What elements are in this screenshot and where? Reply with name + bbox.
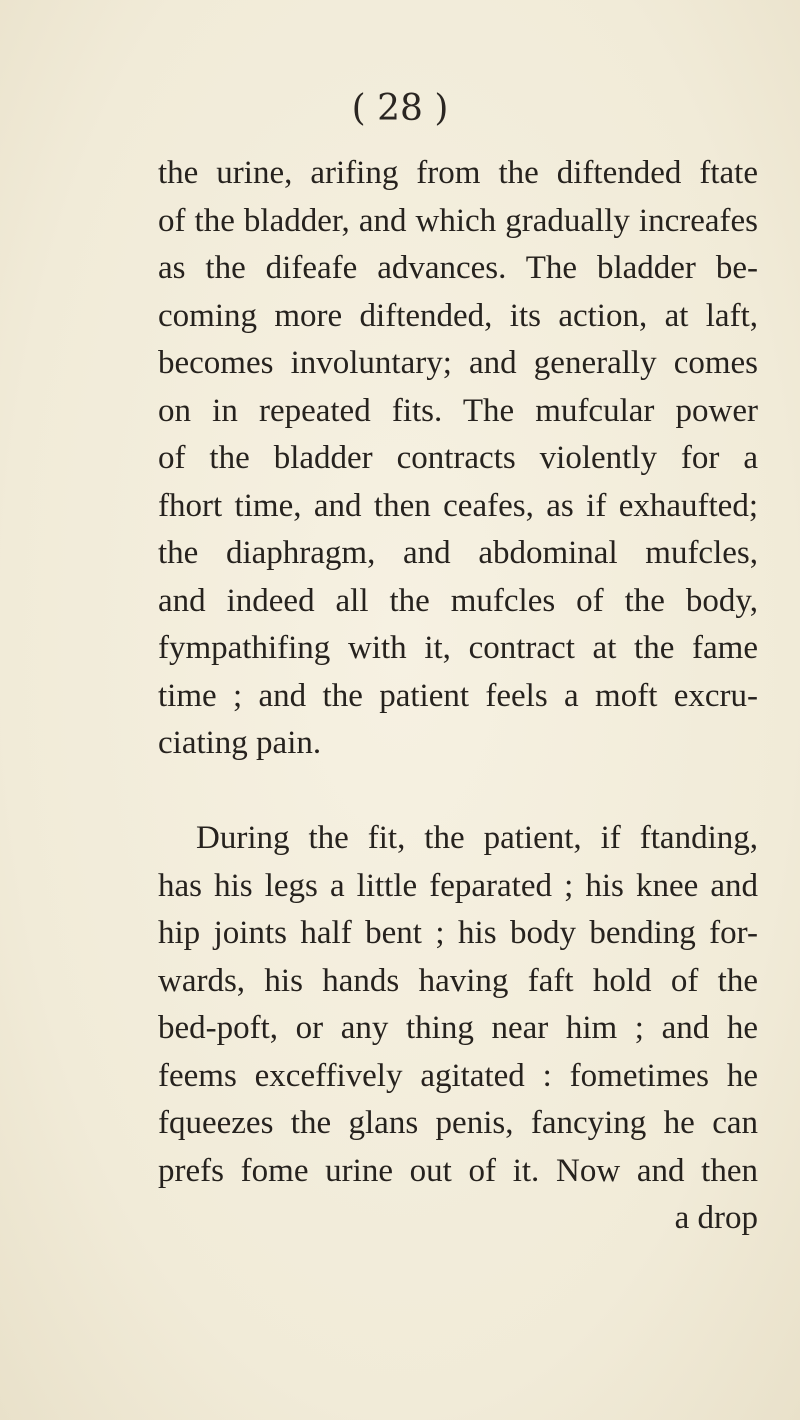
text-line: fqueezes the glans penis, fancying he can (158, 1105, 758, 1141)
text-line: fympathifing with it, contract at the fame (158, 630, 758, 666)
text-line: feems exceffively agitated : fometimes he (158, 1057, 758, 1094)
text-line: as the difeafe advances. The bladder be- (158, 250, 758, 286)
text-line: prefs fome urine out of it. Now and then (158, 1152, 758, 1189)
paragraph-1 (158, 150, 758, 768)
text-line: of the bladder contracts violently for a (158, 440, 758, 476)
text-line: During the fit, the patient, if ftanding, (196, 820, 758, 856)
text-line: hip joints half bent ; his body bending for- (158, 915, 758, 951)
text-line: becomes involuntary; and generally comes (158, 345, 758, 381)
page-number: ( 28 ) (351, 88, 449, 129)
text-line: ciating pain. (158, 725, 322, 761)
catchword: a drop (674, 1200, 758, 1236)
text-line: of the bladder, and which gradually increafes (158, 202, 758, 239)
text-line: the urine, arifing from the diftended ftate (158, 155, 758, 191)
paragraph-2 (158, 815, 758, 1195)
text-line: coming more diftended, its action, at laft, (158, 297, 758, 334)
text-line: on in repeated fits. The mufcular power (158, 392, 758, 429)
body-text (158, 150, 758, 1243)
text-line: the diaphragm, and abdominal mufcles, (158, 535, 758, 571)
text-line: fhort time, and then ceafes, as if exhaufted; (158, 487, 758, 524)
paragraph-gap (158, 768, 758, 816)
text-line: has his legs a little feparated ; his knee and (158, 867, 758, 904)
text-line: time ; and the patient feels a moft excru- (158, 677, 758, 714)
text-line: bed-poft, or any thing near him ; and he (158, 1010, 758, 1046)
text-line: and indeed all the mufcles of the body, (158, 582, 758, 619)
text-line: wards, his hands having faft hold of the (158, 962, 758, 999)
